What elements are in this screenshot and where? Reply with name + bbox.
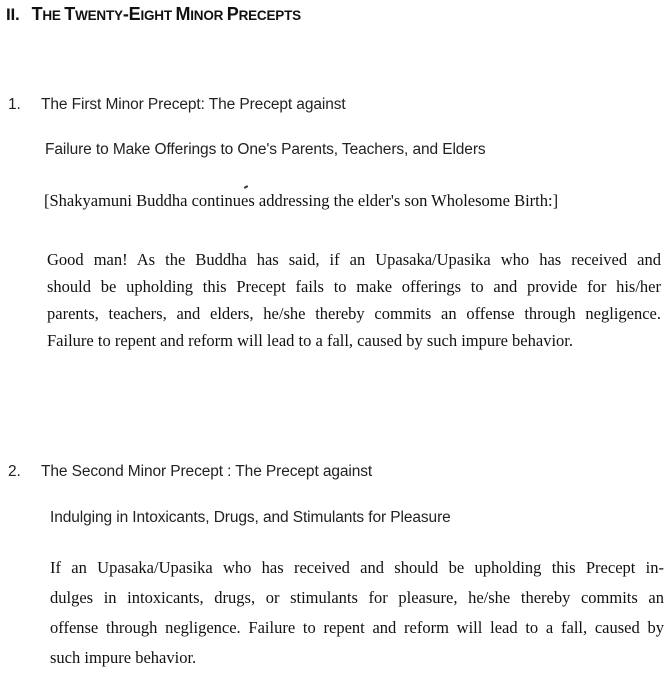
precept-2-title-text: The Second Minor Precept : The Precept against [41, 463, 373, 480]
title-part: WENTY [75, 8, 123, 23]
precept-1-note: [Shakyamuni Buddha continues addressing the elder's son Wholesome Birth:] [44, 191, 559, 210]
title-part: M [175, 4, 191, 24]
precept-1-title-text: The First Minor Precept: The Precept against [41, 96, 346, 113]
precept-1-number: 1. [8, 96, 21, 113]
section-number: II. [6, 5, 20, 24]
precept-1-title-line1 [8, 96, 346, 114]
paragraph-line: should be upholding this Precept fails to make offerings to and provide for his/her [47, 277, 661, 296]
paragraph-line: offense through negligence. Failure to repent and reform will lead to a fall, caused by [50, 618, 664, 637]
title-part: P [226, 4, 239, 24]
precept-2-paragraph [50, 553, 664, 673]
title-part: RECEPTS [238, 8, 301, 23]
title-part: T [64, 4, 76, 24]
title-part: -E [122, 4, 141, 24]
precept-2-title-line2: Indulging in Intoxicants, Drugs, and Stimulants for Pleasure [50, 509, 451, 526]
title-part: IGHT [140, 8, 176, 23]
paragraph-line: parents, teachers, and elders, he/she thereby commits an offense through negligence. [47, 304, 661, 323]
paragraph-line: Failure to repent and reform will lead to a fall, caused by such impure behavior. [47, 331, 573, 350]
paragraph-line: dulges in intoxicants, drugs, or stimulants for pleasure, he/she thereby commits an [50, 588, 664, 607]
section-title [32, 5, 301, 24]
title-part: T [31, 4, 43, 24]
title-part: INOR [190, 8, 227, 23]
precept-1-paragraph [47, 246, 661, 354]
paragraph-line: If an Upasaka/Upasika who has received and should be upholding this Precept in- [50, 558, 664, 577]
paragraph-line: such impure behavior. [50, 648, 197, 667]
paragraph-line: Good man! As the Buddha has said, if an Upasaka/Upasika who has received and [47, 250, 661, 269]
scan-speck [244, 185, 248, 189]
precept-1-title-line2: Failure to Make Offerings to One's Parents, Teachers, and Elders [45, 141, 486, 158]
title-part: HE [42, 8, 65, 23]
precept-2-number: 2. [8, 463, 21, 480]
precept-2-title-line1 [8, 463, 372, 481]
section-heading [6, 4, 301, 25]
